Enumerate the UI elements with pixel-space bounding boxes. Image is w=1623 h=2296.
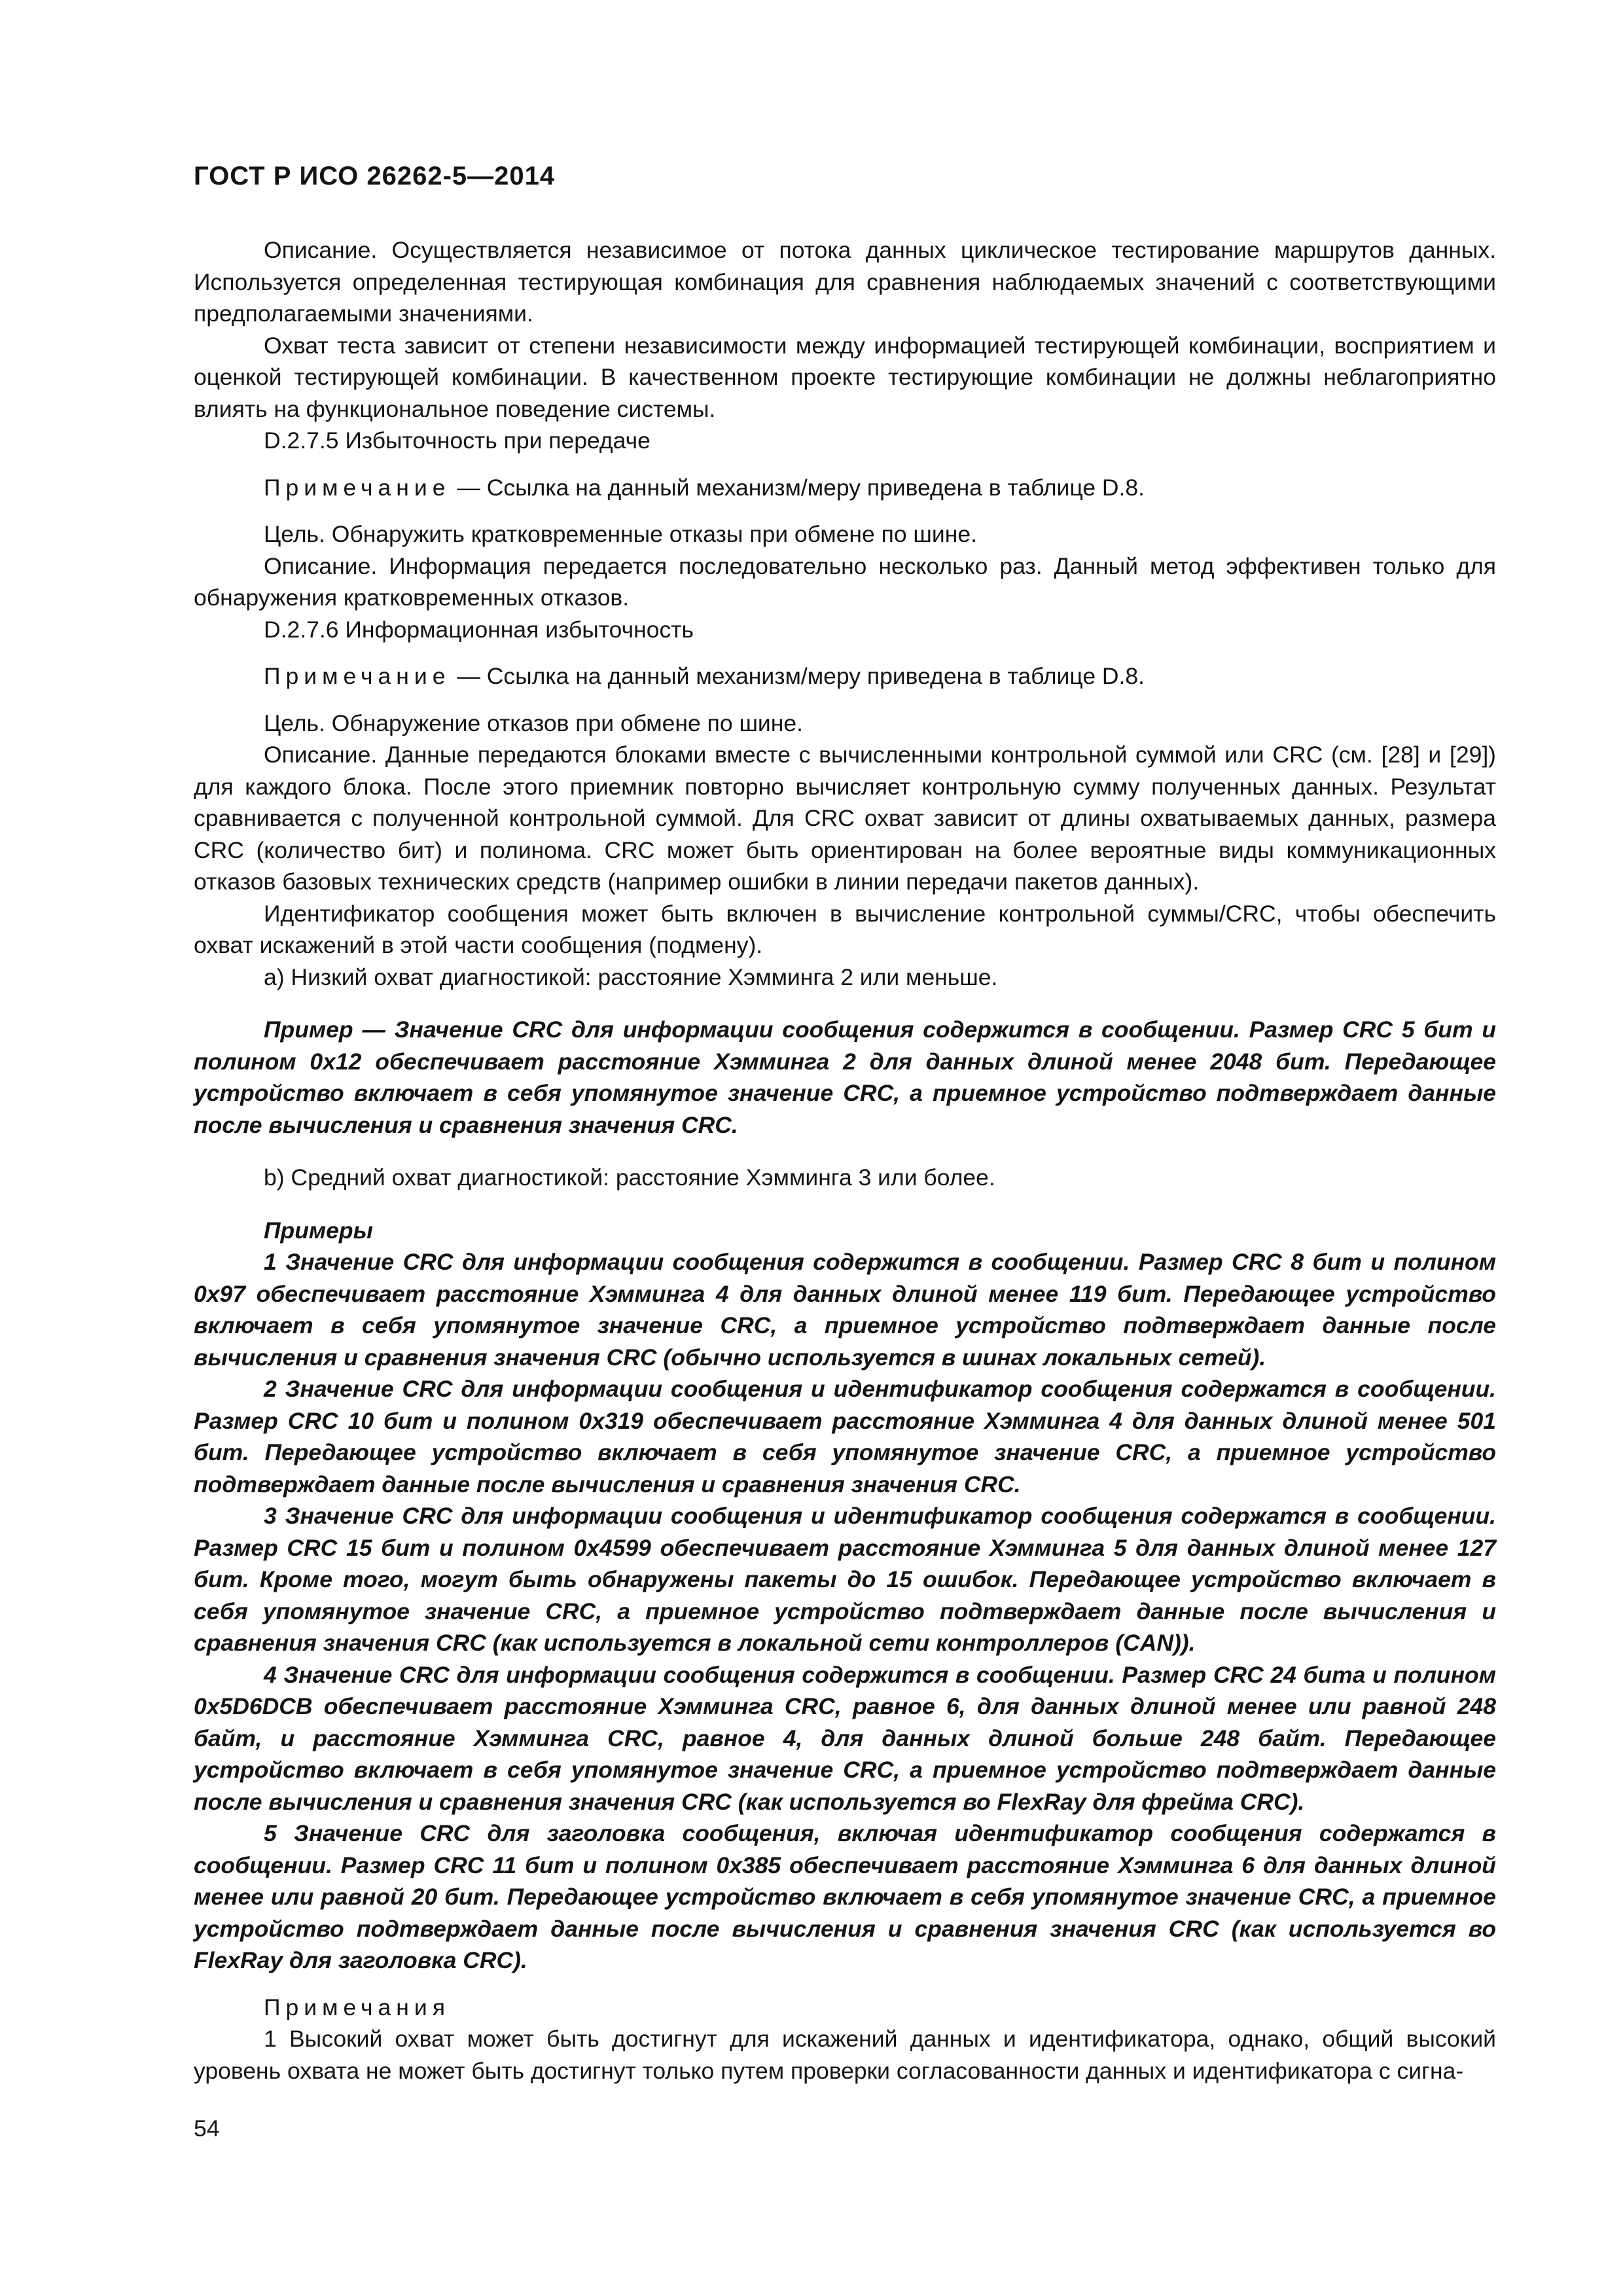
example-item: 2 Значение CRC для информации сообщения и идентификатор сообщения содержатся в сообщении. Размер CRC 10 бит и полином 0x319 обеспечивает расстояние Хэмминга 4 для данных длиной менее 501 бит. Передающее устройство включает в себя упомянутое значение CRC, а приемное устройство подтверждает данные после вычисления и сравнения значения CRC. xyxy=(194,1376,1496,1498)
note-label: Примечание xyxy=(264,663,451,689)
note-label: Примечание xyxy=(264,474,451,501)
note xyxy=(194,660,1496,692)
section-heading-d276: D.2.7.6 Информационная избыточность xyxy=(264,616,694,643)
paragraph: Описание. Осуществляется независимое от потока данных циклическое тестирование маршрутов данных. Используется определенная тестирующая комбинация для сравнения наблюдаемых значений с соответствующими предполагаемыми значениями. xyxy=(194,237,1496,327)
example-item: 3 Значение CRC для информации сообщения и идентификатор сообщения содержатся в сообщении. Размер CRC 15 бит и полином 0x4599 обеспечивает расстояние Хэмминга 5 для данных длиной менее 127 бит. Кроме того, могут быть обнаружены пакеты до 15 ошибок. Передающее устройство включает в себя упомянутое значение CRC, а приемное устройство подтверждает данные после вычисления и сравнения значения CRC (как используется в локальной сети контроллеров (CAN)). xyxy=(194,1503,1496,1656)
paragraph: Цель. Обнаружение отказов при обмене по шине. xyxy=(264,709,803,736)
example-item: 4 Значение CRC для информации сообщения содержится в сообщении. Размер CRC 24 бита и полином 0x5D6DCB обеспечивает расстояние Хэмминга CRC, равное 6, для данных длиной менее или равной 248 байт, и расстояние Хэмминга CRC, равное 4, для данных длиной больше 248 байт. Передающее устройство включает в себя упомянутое значение CRC, а приемное устройство подтверждает данные после вычисления и сравнения значения CRC (как используется во FlexRay для фрейма CRC). xyxy=(194,1661,1496,1815)
notes-title: Примечания xyxy=(264,1994,450,2020)
page-header: ГОСТ Р ИСО 26262-5—2014 xyxy=(194,162,556,190)
note xyxy=(194,472,1496,504)
example: Пример — Значение CRC для информации сообщения содержится в сообщении. Размер CRC 5 бит и полином 0x12 обеспечивает расстояние Хэмминга 2 для данных длиной менее 2048 бит. Передающее устройство включает в себя упомянутое значение CRC, а приемное устройство подтверждает данные после вычисления и сравнения значения CRC. xyxy=(194,1016,1496,1138)
page-body xyxy=(194,234,1496,2087)
list-item-a: a) Низкий охват диагностикой: расстояние Хэмминга 2 или меньше. xyxy=(264,963,998,990)
page-number: 54 xyxy=(194,2115,220,2142)
example-item: 1 Значение CRC для информации сообщения содержится в сообщении. Размер CRC 8 бит и полином 0x97 обеспечивает расстояние Хэмминга 4 для данных длиной менее 119 бит. Передающее устройство включает в себя упомянутое значение CRC, а приемное устройство подтверждает данные после вычисления и сравнения значения CRC (обычно используется в шинах локальных сетей). xyxy=(194,1249,1496,1371)
paragraph: Идентификатор сообщения может быть включен в вычисление контрольной суммы/CRC, чтобы обеспечить охват искажений в этой части сообщения (подмену). xyxy=(194,900,1496,958)
paragraph: Цель. Обнаружить кратковременные отказы при обмене по шине. xyxy=(264,521,977,547)
list-item-b: b) Средний охват диагностикой: расстояние Хэмминга 3 или более. xyxy=(264,1164,995,1191)
examples-title: Примеры xyxy=(264,1217,373,1244)
example-item: 5 Значение CRC для заголовка сообщения, включая идентификатор сообщения содержатся в сообщении. Размер CRC 11 бит и полином 0x385 обеспечивает расстояние Хэмминга 6 для данных длиной менее или равной 20 бит. Передающее устройство включает в себя упомянутое значение CRC, а приемное устройство подтверждает данные после вычисления и сравнения значения CRC (как используется во FlexRay для заголовка CRC). xyxy=(194,1820,1496,1973)
note-item: 1 Высокий охват может быть достигнут для искажений данных и идентификатора, однако, общий высокий уровень охвата не может быть достигнут только путем проверки согласованности данных и идентификатора с сигна- xyxy=(194,2026,1496,2084)
section-heading-d275: D.2.7.5 Избыточность при передаче xyxy=(264,427,651,454)
note-text: — Ссылка на данный механизм/меру приведена в таблице D.8. xyxy=(450,474,1145,501)
note-text: — Ссылка на данный механизм/меру приведена в таблице D.8. xyxy=(450,663,1145,689)
paragraph: Описание. Информация передается последовательно несколько раз. Данный метод эффективен только для обнаружения кратковременных отказов. xyxy=(194,552,1496,611)
paragraph: Описание. Данные передаются блоками вместе с вычисленными контрольной суммой или CRC (см. [28] и [29]) для каждого блока. После этого приемник повторно вычисляет контрольную сумму полученных данных. Результат сравнивается с полученной контрольной суммой. Для CRC охват зависит от длины охватываемых данных, размера CRC (количество бит) и полинома. CRC может быть ориентирован на более вероятные виды коммуникационных отказов базовых технических средств (например ошибки в линии передачи пакетов данных). xyxy=(194,742,1496,895)
paragraph: Охват теста зависит от степени независимости между информацией тестирующей комбинации, восприятием и оценкой тестирующей комбинации. В качественном проекте тестирующие комбинации не должны неблагоприятно влиять на функциональное поведение системы. xyxy=(194,332,1496,422)
